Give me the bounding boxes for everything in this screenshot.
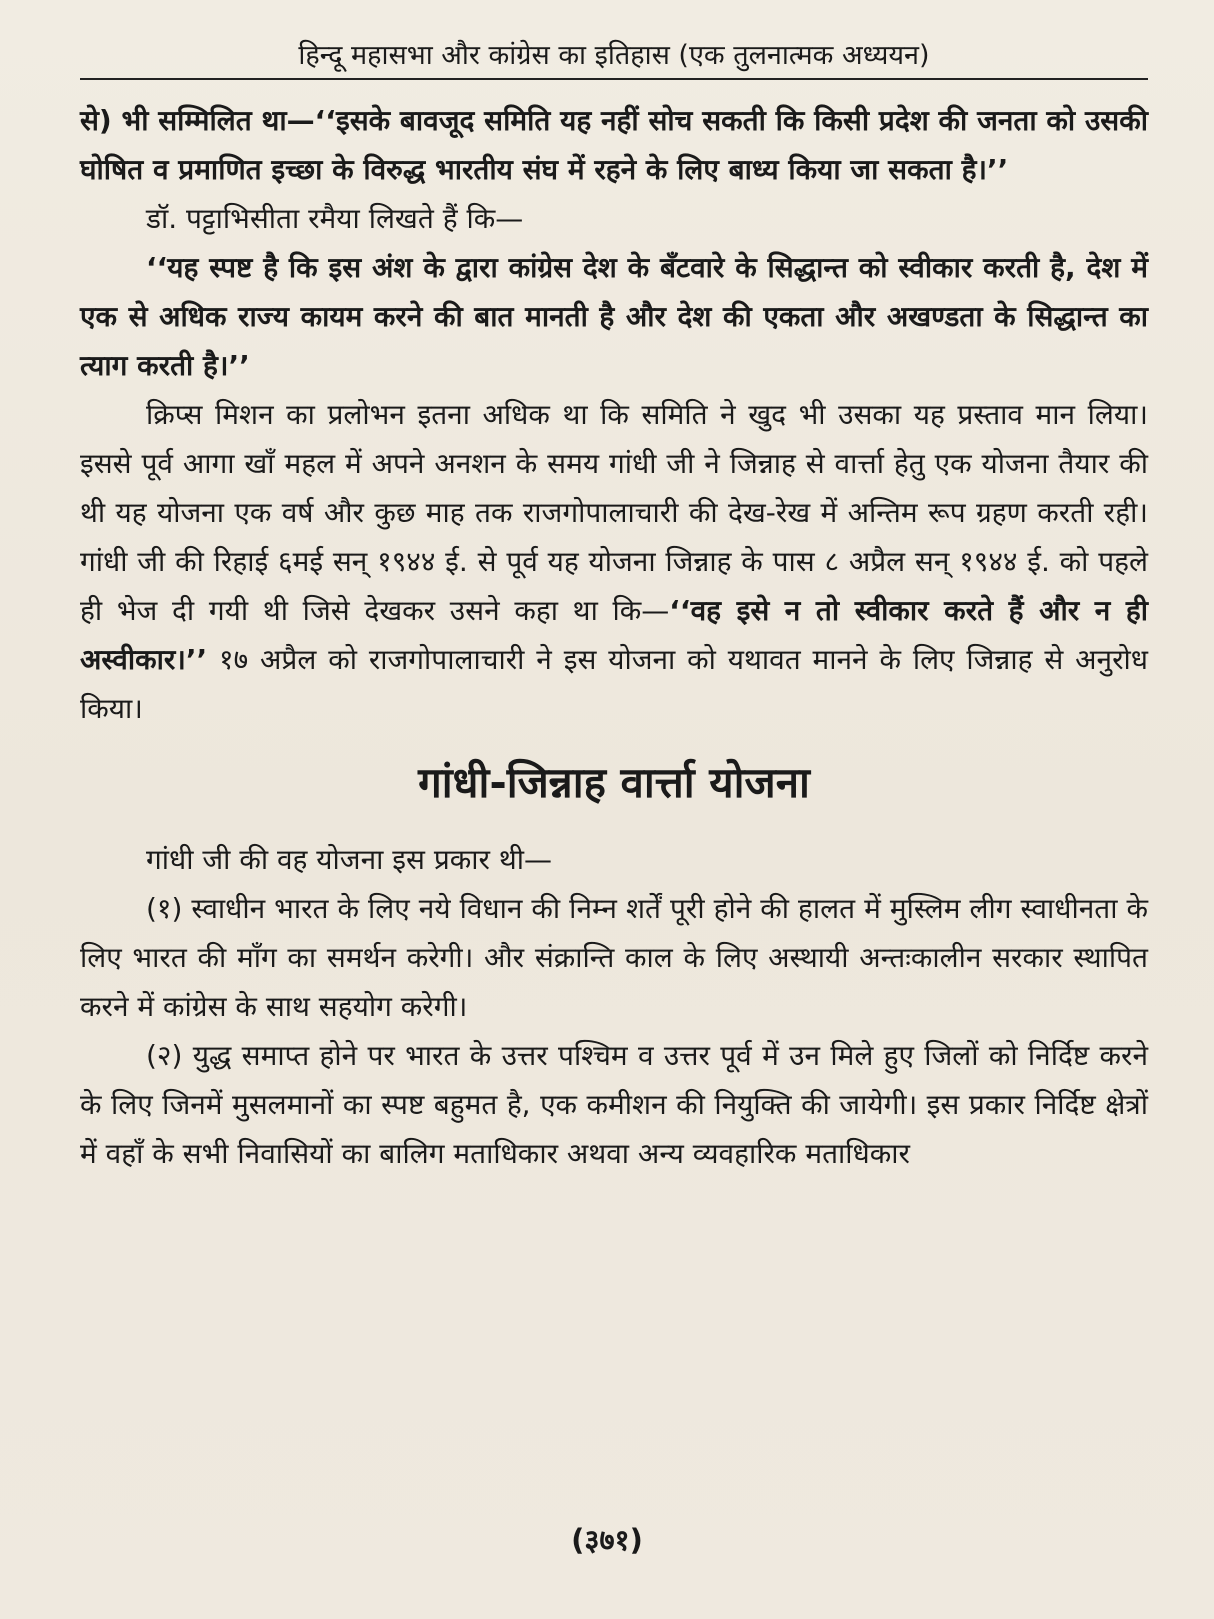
jinnah-quote: ‘‘वह इसे न तो स्वीकार करते हैं और न ही अस्वीकार।’’ (80, 594, 1148, 676)
plan-point-1: (१) स्वाधीन भारत के लिए नये विधान की निम्न शर्तें पूरी होने की हालत में मुस्लिम लीग स्वाधीनता के लिए भारत की माँग का समर्थन करेगी। और संक्रान्ति काल के लिए अस्थायी अन्तःकालीन सरकार स्थापित करने में कांग्रेस के साथ सहयोग करेगी। (80, 892, 1148, 1023)
header-rule (80, 78, 1148, 80)
cripps-text-1: क्रिप्स मिशन का प्रलोभन इतना अधिक था कि समिति ने खुद भी उसका यह प्रस्ताव मान लिया। इससे पूर्व आगा खाँ महल में अपने अनशन के समय गांधी जी ने जिन्नाह से वार्त्ता हेतु एक योजना तैयार की थी यह योजना एक वर्ष और कुछ माह तक राजगोपालाचारी की देख-रेख में अन्तिम रूप ग्रहण करती रही। गांधी जी की रिहाई ६मई सन् १९४४ ई. से पूर्व यह योजना जिन्नाह के पास ८ अप्रैल सन् १९४४ ई. को पहले ही भेज दी गयी थी जिसे देखकर उसने कहा था कि— (80, 398, 1148, 627)
running-header: हिन्दू महासभा और कांग्रेस का इतिहास (एक तुलनात्मक अध्ययन) (298, 40, 930, 71)
page-body (80, 96, 1148, 1178)
cripps-paragraph (80, 390, 1148, 733)
quote-paragraph-2: ‘‘यह स्पष्ट है कि इस अंश के द्वारा कांग्रेस देश के बँटवारे के सिद्धान्त को स्वीकार करती है, देश में एक से अधिक राज्य कायम करने की बात मानती है और देश की एकता और अखण्डता के सिद्धान्त का त्याग करती है।’’ (80, 251, 1148, 382)
quote-paragraph-1: से) भी सम्मिलित था—‘‘इसके बावजूद समिति यह नहीं सोच सकती कि किसी प्रदेश की जनता को उसकी घोषित व प्रमाणित इच्छा के विरुद्ध भारतीय संघ में रहने के लिए बाध्य किया जा सकता है।’’ (80, 104, 1148, 186)
page-number: (३७१) (571, 1523, 643, 1557)
plan-point-2: (२) युद्ध समाप्त होने पर भारत के उत्तर पश्चिम व उत्तर पूर्व में उन मिले हुए जिलों को निर्दिष्ट करने के लिए जिनमें मुसलमानों का स्पष्ट बहुमत है, एक कमीशन की नियुक्ति की जायेगी। इस प्रकार निर्दिष्ट क्षेत्रों में वहाँ के सभी निवासियों का बालिग मताधिकार अथवा अन्य व्यवहारिक मताधिकार (80, 1039, 1148, 1170)
cripps-text-2: १७ अप्रैल को राजगोपालाचारी ने इस योजना को यथावत मानने के लिए जिन्नाह से अनुरोध किया। (80, 643, 1148, 725)
plan-intro: गांधी जी की वह योजना इस प्रकार थी— (146, 843, 553, 876)
intro-line: डॉ. पट्टाभिसीता रमैया लिखते हैं कि— (146, 202, 524, 235)
section-heading: गांधी-जिन्नाह वार्त्ता योजना (418, 758, 810, 807)
